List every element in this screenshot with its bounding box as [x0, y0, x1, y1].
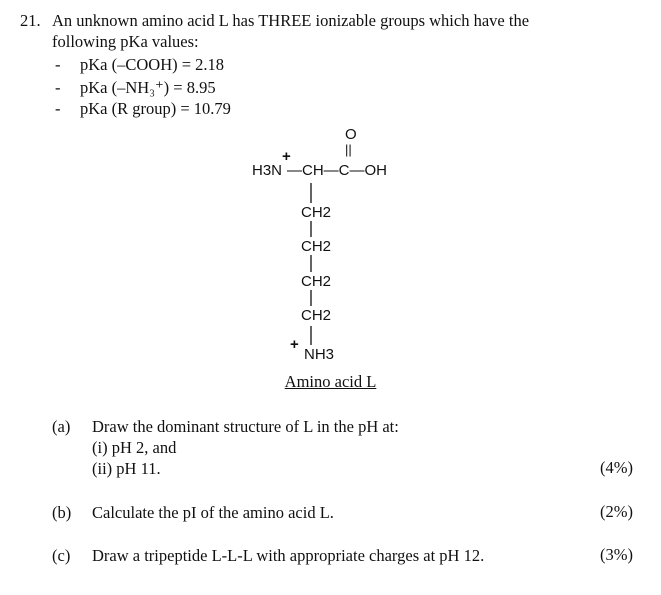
part-c-marks: (3%) [600, 545, 633, 564]
part-a-marks: (4%) [600, 458, 633, 477]
part-a-i: (i) pH 2, and [92, 438, 177, 457]
pka-bullet: - [55, 55, 61, 74]
double-bond: || [345, 142, 352, 157]
part-c-label: (c) [52, 546, 71, 565]
part-a-ii: (ii) pH 11. [92, 459, 161, 478]
part-c-text: Draw a tripeptide L-L-L with appropriate charges at pH 12. [92, 546, 485, 565]
chain-ch2: CH2 [301, 307, 332, 324]
part-a-text: Draw the dominant structure of L in the pH at: [92, 417, 399, 436]
question-intro-line1: An unknown amino acid L has THREE ionizable groups which have the [52, 11, 530, 30]
pka-bullet: - [55, 99, 61, 118]
backbone: —CH—C—OH [287, 162, 387, 179]
chain-ch2: CH2 [301, 204, 332, 221]
side-amine-charge: + [290, 336, 299, 353]
alpha-amine-charge: + [282, 148, 291, 165]
side-amine-group: NH3 [304, 346, 335, 363]
part-b-label: (b) [52, 503, 72, 522]
structure-caption: Amino acid L [284, 372, 377, 391]
part-a-label: (a) [52, 417, 71, 436]
part-b-text: Calculate the pI of the amino acid L. [92, 503, 334, 522]
pka-cooh: pKa (–COOH) = 2.18 [80, 55, 225, 74]
chain-ch2: CH2 [301, 238, 332, 255]
chain-ch2: CH2 [301, 273, 332, 290]
carbonyl-oxygen: O [345, 126, 357, 143]
question-number: 21. [20, 11, 41, 30]
part-b-marks: (2%) [600, 502, 633, 521]
question-intro-line2: following pKa values: [52, 32, 199, 51]
pka-r-group: pKa (R group) = 10.79 [80, 99, 231, 118]
pka-nh3: pKa (–NH₃⁺) = 8.95 [80, 78, 216, 97]
alpha-amine-group: H3N [252, 162, 283, 179]
pka-bullet: - [55, 78, 61, 97]
